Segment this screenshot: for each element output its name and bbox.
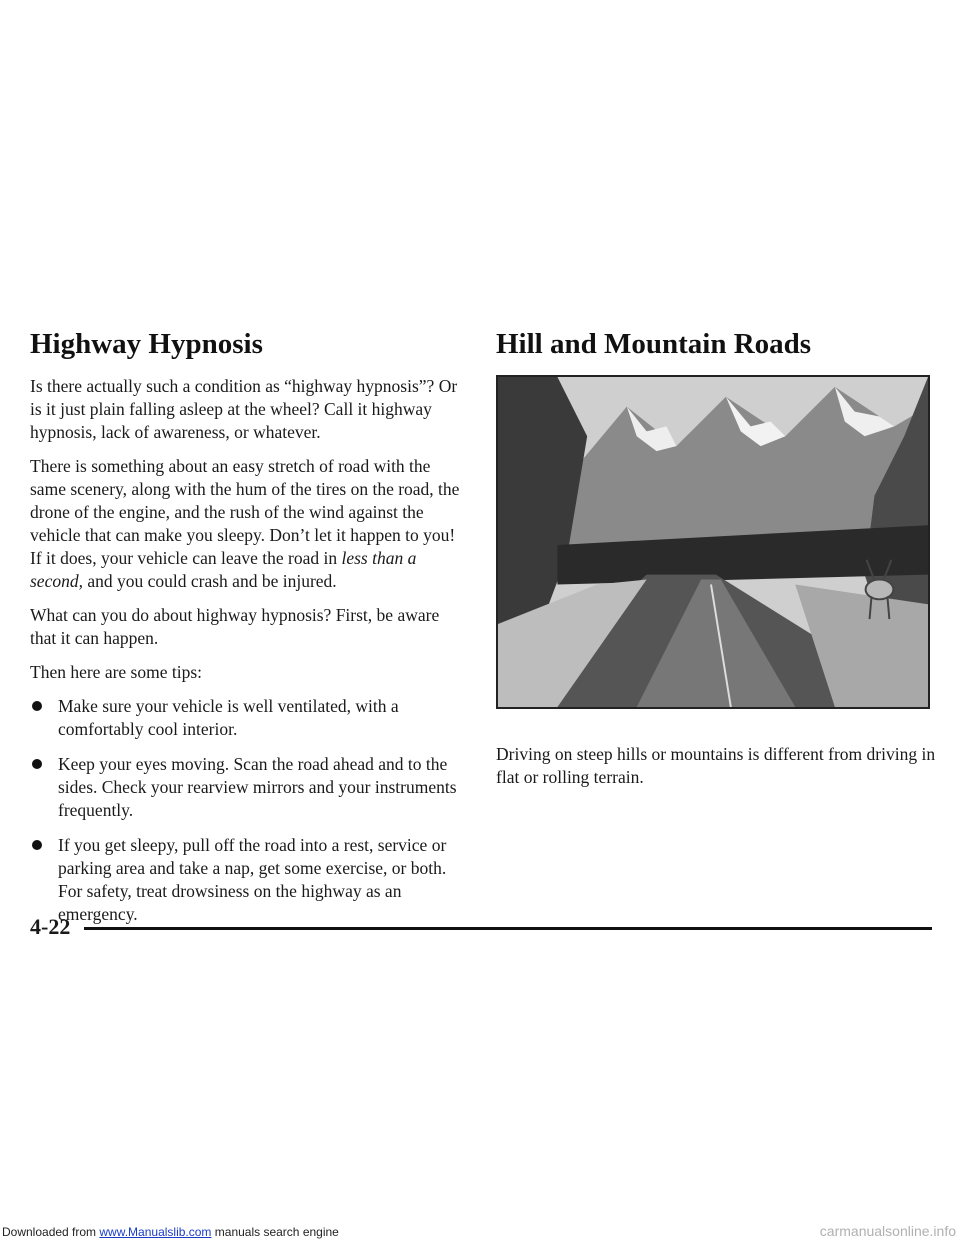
tip-text: Keep your eyes moving. Scan the road ahead and to the sides. Check your rearview mirrors and your instruments frequently.	[58, 754, 457, 820]
section-title-highway-hypnosis: Highway Hypnosis	[30, 328, 263, 360]
paragraph-3: What can you do about highway hypnosis? First, be aware that it can happen.	[30, 605, 440, 648]
bullet-icon	[32, 701, 42, 711]
paragraph-2-text-b: and you could crash and be injured.	[82, 571, 337, 591]
site-footer	[0, 1222, 960, 1242]
mountain-road-image	[498, 377, 928, 707]
tip-item	[30, 753, 460, 822]
tip-item	[30, 834, 460, 926]
paragraph-right-1: Driving on steep hills or mountains is different from driving in flat or rolling terrain.	[496, 744, 936, 787]
left-column	[30, 328, 460, 938]
bullet-icon	[32, 759, 42, 769]
tip-text: Make sure your vehicle is well ventilated, with a comfortably cool interior.	[58, 696, 399, 739]
footer-rule	[84, 927, 932, 930]
download-notice	[2, 1225, 339, 1239]
tip-text: If you get sleepy, pull off the road into a rest, service or parking area and take a nap, get some exercise, or both. For safety, treat drowsiness on the highway as an emergency.	[58, 835, 447, 924]
tip-item	[30, 695, 460, 741]
watermark: carmanualsonline.info	[819, 1223, 956, 1239]
right-column	[496, 328, 936, 800]
tips-list	[30, 695, 460, 926]
paragraph-2-italic: less than a second,	[30, 548, 417, 591]
mountain-road-illustration	[496, 375, 930, 709]
paragraph-4: Then here are some tips:	[30, 662, 203, 682]
manualslib-link[interactable]: www.Manualslib.com	[99, 1225, 212, 1239]
download-prefix: Downloaded from	[2, 1225, 100, 1239]
page-number: 4-22	[30, 914, 71, 939]
download-suffix: manuals search engine	[211, 1225, 339, 1239]
bullet-icon	[32, 840, 42, 850]
paragraph-2	[30, 455, 460, 593]
paragraph-1: Is there actually such a condition as “highway hypnosis”? Or is it just plain falling asleep at the wheel? Call it highway hypnosis, lack of awareness, or whatever.	[30, 376, 458, 442]
paragraph-2-text-a: There is something about an easy stretch of road with the same scenery, along with the hum of the tires on the road, the drone of the engine, and the rush of the wind against the vehicle that can make you sleepy. Don’t let it happen to you! If it does, your vehicle can leave the road in	[30, 456, 460, 568]
section-title-hill-mountain-roads: Hill and Mountain Roads	[496, 328, 812, 360]
